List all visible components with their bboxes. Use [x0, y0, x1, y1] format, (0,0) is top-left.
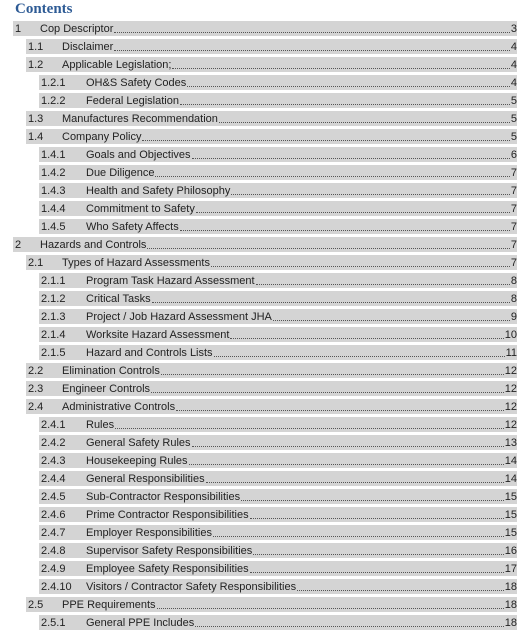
toc-entry[interactable]	[0, 74, 531, 92]
toc-entry-number: 2.1.3	[41, 311, 66, 323]
toc-entry-leader	[273, 308, 510, 321]
toc-entry-number: 2.4.1	[41, 419, 66, 431]
toc-entry-number: 2.4.6	[41, 509, 66, 521]
toc-entry-label[interactable]: Supervisor Safety Responsibilities	[86, 545, 253, 557]
toc-entry-label[interactable]: Applicable Legislation;	[62, 59, 172, 71]
toc-entry[interactable]	[0, 110, 531, 128]
toc-entry-page[interactable]: 16	[504, 545, 517, 557]
toc-entry-label[interactable]: General PPE Includes	[86, 617, 195, 629]
table-of-contents	[0, 20, 531, 632]
toc-entry-page[interactable]: 14	[504, 473, 517, 485]
toc-entry-leader	[157, 596, 504, 609]
toc-entry-number: 2.4.7	[41, 527, 66, 539]
toc-entry-label[interactable]: Critical Tasks	[86, 293, 151, 305]
toc-entry-leader	[142, 128, 510, 141]
toc-entry-label[interactable]: Project / Job Hazard Assessment JHA	[86, 311, 272, 323]
toc-entry-leader	[155, 164, 510, 177]
toc-entry[interactable]	[0, 38, 531, 56]
toc-entry-label[interactable]: Housekeeping Rules	[86, 455, 188, 467]
toc-entry[interactable]	[0, 326, 531, 344]
toc-entry[interactable]	[0, 362, 531, 380]
toc-entry-number: 2.4.3	[41, 455, 66, 467]
toc-entry-label[interactable]: Manufactures Recommendation	[62, 113, 218, 125]
toc-entry-page[interactable]: 5	[510, 113, 517, 125]
toc-entry[interactable]	[0, 506, 531, 524]
toc-entry-number: 1.4.3	[41, 185, 66, 197]
toc-entry-page[interactable]: 7	[510, 167, 517, 179]
toc-entry-number: 2.4.2	[41, 437, 66, 449]
toc-entry[interactable]	[0, 344, 531, 362]
toc-entry-leader	[180, 218, 510, 231]
toc-entry[interactable]	[0, 56, 531, 74]
toc-entry[interactable]	[0, 488, 531, 506]
toc-entry[interactable]	[0, 452, 531, 470]
toc-entry-number: 2.1.4	[41, 329, 66, 341]
toc-entry[interactable]	[0, 434, 531, 452]
toc-entry[interactable]	[0, 308, 531, 326]
toc-entry-label[interactable]: Who Safety Affects	[86, 221, 179, 233]
toc-entry-number: 2.4.10	[41, 581, 72, 593]
toc-entry[interactable]	[0, 236, 531, 254]
toc-entry[interactable]	[0, 20, 531, 38]
toc-entry-page[interactable]: 14	[504, 455, 517, 467]
toc-entry[interactable]	[0, 92, 531, 110]
toc-entry[interactable]	[0, 146, 531, 164]
toc-entry-label[interactable]: Company Policy	[62, 131, 142, 143]
toc-entry-label[interactable]: Due Diligence	[86, 167, 155, 179]
toc-entry-leader	[147, 236, 510, 249]
toc-entry-leader	[253, 542, 504, 555]
toc-entry-page[interactable]: 18	[504, 581, 517, 593]
toc-entry-leader	[206, 470, 504, 483]
toc-entry[interactable]	[0, 272, 531, 290]
toc-entry-leader	[115, 416, 504, 429]
toc-entry-leader	[213, 524, 504, 537]
toc-entry[interactable]	[0, 182, 531, 200]
toc-entry-leader	[192, 434, 504, 447]
toc-entry-leader	[250, 506, 504, 519]
toc-entry-number: 1.4.4	[41, 203, 66, 215]
toc-entry-page[interactable]: 9	[510, 311, 517, 323]
toc-entry-number: 1.1	[28, 41, 44, 53]
toc-entry-leader	[176, 398, 504, 411]
toc-entry-number: 2.4.9	[41, 563, 66, 575]
toc-entry-leader	[241, 488, 504, 501]
toc-entry-label[interactable]: Prime Contractor Responsibilities	[86, 509, 249, 521]
toc-entry-number: 2.1.2	[41, 293, 66, 305]
toc-entry-label[interactable]: Worksite Hazard Assessment	[86, 329, 230, 341]
toc-entry[interactable]	[0, 380, 531, 398]
toc-entry-number: 1.3	[28, 113, 44, 125]
toc-entry-leader	[152, 290, 510, 303]
toc-entry[interactable]	[0, 524, 531, 542]
toc-entry-label[interactable]: Goals and Objectives	[86, 149, 191, 161]
toc-entry-page[interactable]: 5	[510, 131, 517, 143]
toc-entry-label[interactable]: OH&S Safety Codes	[86, 77, 187, 89]
toc-entry-label[interactable]: Hazards and Controls	[40, 239, 147, 251]
toc-entry-page[interactable]: 12	[504, 401, 517, 413]
toc-entry-leader	[256, 272, 510, 285]
contents-heading: Contents	[15, 1, 73, 17]
toc-entry-page[interactable]: 13	[504, 437, 517, 449]
toc-entry-label[interactable]: Cop Descriptor	[40, 23, 114, 35]
toc-entry-leader	[211, 254, 510, 267]
toc-entry[interactable]	[0, 470, 531, 488]
toc-entry-page[interactable]: 7	[510, 185, 517, 197]
toc-entry-number: 2.2	[28, 365, 44, 377]
toc-entry-page[interactable]: 7	[510, 239, 517, 251]
toc-entry-page[interactable]: 12	[504, 383, 517, 395]
toc-entry-label[interactable]: Employee Safety Responsibilities	[86, 563, 249, 575]
toc-entry-number: 1.2.1	[41, 77, 66, 89]
toc-entry-page[interactable]: 12	[504, 365, 517, 377]
toc-entry-label[interactable]: Program Task Hazard Assessment	[86, 275, 255, 287]
toc-entry-label[interactable]: Types of Hazard Assessments	[62, 257, 210, 269]
toc-entry-leader	[189, 452, 504, 465]
toc-entry-number: 2.1.5	[41, 347, 66, 359]
toc-entry-page[interactable]: 17	[504, 563, 517, 575]
toc-entry-page[interactable]: 4	[510, 77, 517, 89]
toc-entry-number: 1.4.1	[41, 149, 66, 161]
toc-entry-leader	[114, 38, 510, 51]
toc-entry-label[interactable]: Sub-Contractor Responsibilities	[86, 491, 241, 503]
toc-entry-number: 2.3	[28, 383, 44, 395]
toc-entry[interactable]	[0, 398, 531, 416]
toc-entry[interactable]	[0, 596, 531, 614]
toc-entry-page[interactable]: 7	[510, 257, 517, 269]
toc-entry-page[interactable]: 15	[504, 491, 517, 503]
toc-entry-leader	[219, 110, 510, 123]
toc-entry-label[interactable]: Health and Safety Philosophy	[86, 185, 231, 197]
toc-entry-label[interactable]: Federal Legislation	[86, 95, 179, 107]
toc-entry-number: 1.4	[28, 131, 44, 143]
toc-entry-number: 2.4.8	[41, 545, 66, 557]
toc-entry-page[interactable]: 10	[504, 329, 517, 341]
toc-entry[interactable]	[0, 254, 531, 272]
toc-entry-leader	[192, 146, 510, 159]
toc-entry-page[interactable]: 18	[504, 599, 517, 611]
toc-entry-leader	[195, 614, 504, 627]
toc-entry-leader	[161, 362, 504, 375]
toc-entry-leader	[214, 344, 505, 357]
toc-entry-page[interactable]: 7	[510, 221, 517, 233]
toc-entry-label[interactable]: Hazard and Controls Lists	[86, 347, 213, 359]
toc-entry-number: 2.5.1	[41, 617, 66, 629]
toc-entry-page[interactable]: 4	[510, 59, 517, 71]
toc-entry[interactable]	[0, 416, 531, 434]
toc-entry-number: 1	[15, 23, 22, 35]
toc-entry[interactable]	[0, 200, 531, 218]
toc-entry-number: 2.4.4	[41, 473, 66, 485]
toc-entry-page[interactable]: 7	[510, 203, 517, 215]
toc-entry[interactable]	[0, 578, 531, 596]
toc-entry-page[interactable]: 8	[510, 275, 517, 287]
toc-entry-label[interactable]: Commitment to Safety	[86, 203, 195, 215]
toc-entry-page[interactable]: 3	[510, 23, 517, 35]
toc-entry-page[interactable]: 18	[504, 617, 517, 629]
toc-entry[interactable]	[0, 290, 531, 308]
toc-entry-number: 2	[15, 239, 22, 251]
toc-entry-number: 2.4.5	[41, 491, 66, 503]
toc-entry-label[interactable]: Administrative Controls	[62, 401, 176, 413]
toc-entry-leader	[231, 182, 510, 195]
toc-entry-number: 2.5	[28, 599, 44, 611]
toc-entry-page[interactable]: 11	[505, 347, 517, 359]
toc-entry[interactable]	[0, 218, 531, 236]
toc-entry[interactable]	[0, 560, 531, 578]
toc-entry-leader	[180, 92, 510, 105]
toc-entry-label[interactable]: Disclaimer	[62, 41, 114, 53]
toc-entry-leader	[172, 56, 510, 69]
toc-entry-leader	[297, 578, 504, 591]
toc-entry-number: 1.4.5	[41, 221, 66, 233]
toc-entry-number: 2.4	[28, 401, 44, 413]
toc-entry-leader	[230, 326, 504, 339]
toc-entry-page[interactable]: 5	[510, 95, 517, 107]
toc-entry-leader	[151, 380, 504, 393]
toc-entry-number: 1.2	[28, 59, 44, 71]
toc-entry-label[interactable]: Rules	[86, 419, 115, 431]
toc-entry-label[interactable]: Engineer Controls	[62, 383, 151, 395]
toc-entry-leader	[196, 200, 510, 213]
toc-entry-page[interactable]: 15	[504, 527, 517, 539]
toc-entry-label[interactable]: General Safety Rules	[86, 437, 191, 449]
toc-entry-number: 1.4.2	[41, 167, 66, 179]
toc-entry-page[interactable]: 8	[510, 293, 517, 305]
toc-entry-page[interactable]: 15	[504, 509, 517, 521]
toc-entry-label[interactable]: General Responsibilities	[86, 473, 205, 485]
toc-entry-label[interactable]: Employer Responsibilities	[86, 527, 212, 539]
toc-entry-leader	[250, 560, 504, 573]
toc-entry[interactable]	[0, 542, 531, 560]
toc-entry-label[interactable]: PPE Requirements	[62, 599, 156, 611]
toc-entry-leader	[187, 74, 510, 87]
toc-entry-page[interactable]: 4	[510, 41, 517, 53]
toc-entry-page[interactable]: 6	[510, 149, 517, 161]
toc-entry-number: 2.1	[28, 257, 44, 269]
toc-entry-leader	[114, 20, 510, 33]
toc-entry-label[interactable]: Elimination Controls	[62, 365, 160, 377]
toc-entry-label[interactable]: Visitors / Contractor Safety Responsibilities	[86, 581, 297, 593]
toc-entry[interactable]	[0, 614, 531, 632]
toc-entry[interactable]	[0, 164, 531, 182]
toc-entry-number: 2.1.1	[41, 275, 66, 287]
toc-entry-number: 1.2.2	[41, 95, 66, 107]
toc-entry-page[interactable]: 12	[504, 419, 517, 431]
toc-entry[interactable]	[0, 128, 531, 146]
